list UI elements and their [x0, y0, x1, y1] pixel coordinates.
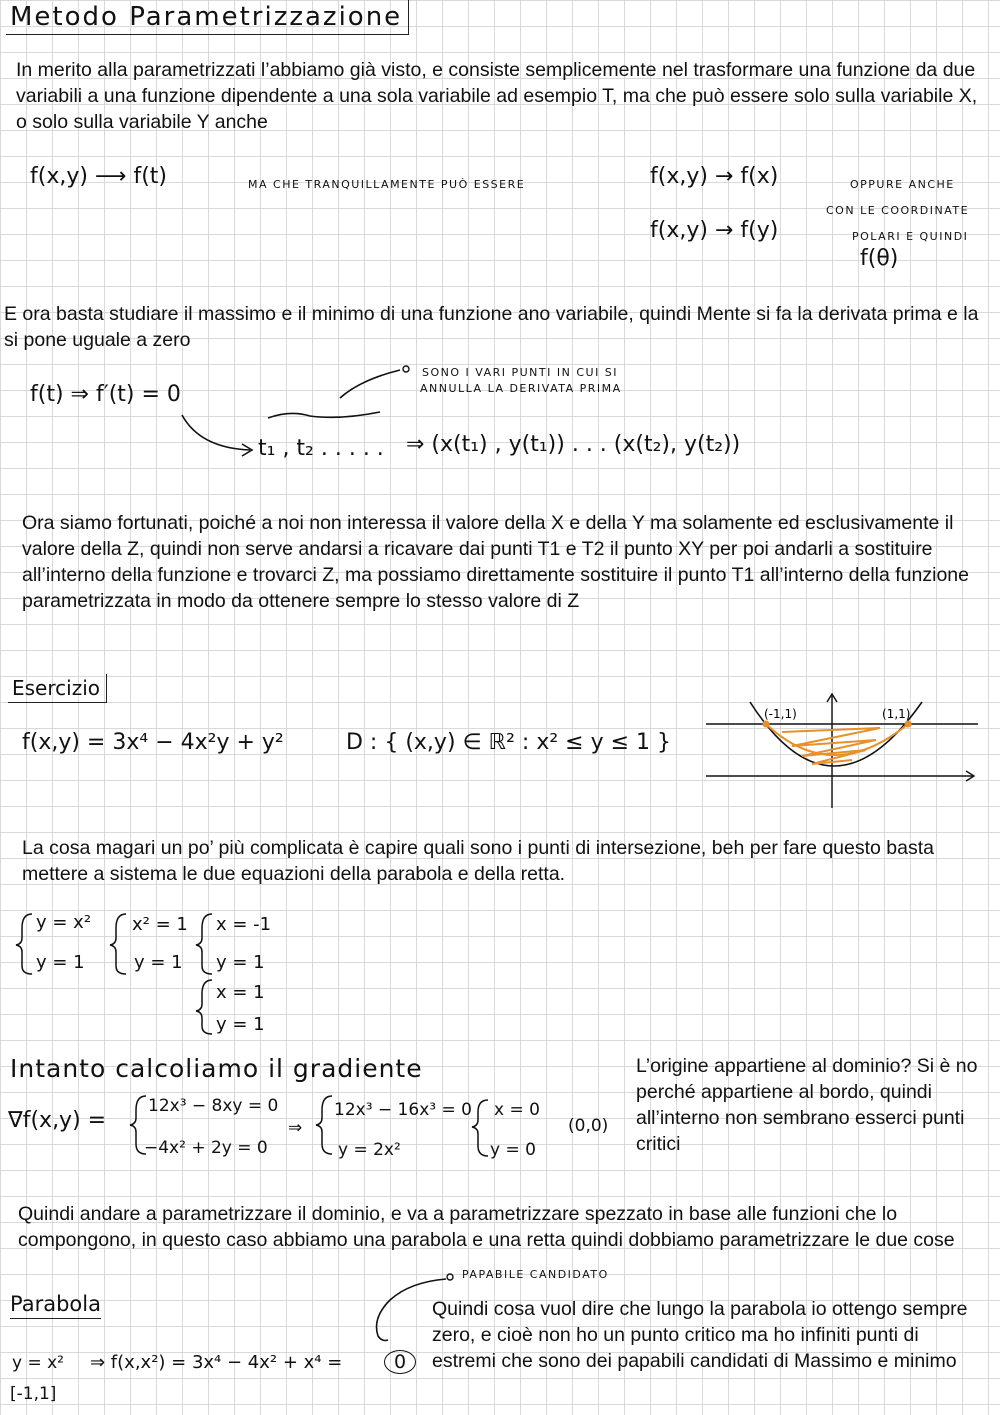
paragraph-parametrize: Quindi andare a parametrizzare il dominio, e va a parametrizzare spezzato in base alle funzioni che lo compongono, in questo caso abbiamo una parabola e una retta quindi dobbiamo parametrizzare le due cose: [18, 1203, 955, 1251]
system-3-eq-b: y = 1: [216, 952, 265, 973]
param-interval: [-1,1]: [10, 1384, 57, 1404]
formula-domain: D : { (x,y) ∈ ℝ² : x² ≤ y ≤ 1 }: [346, 730, 672, 755]
label-right-point: (1,1): [882, 707, 911, 721]
paragraph-fortunate: Ora siamo fortunati, poiché a noi non interessa il valore della X e della Y ma solamente ed esclusivamente il valore della Z, quindi non serve andarsi a ricavare dai punti T1 e T2 il punto XY per poi andarli a sostituire all’interno della funzione e trovarci Z, ma possiamo direttamente sostituire il punto T1 all’interno della funzione parametrizzata in modo da ottenere sempre lo stesso valore di Z: [22, 512, 969, 612]
pointer-dot: [403, 366, 409, 372]
pointer-line: [340, 370, 400, 398]
note-oppure: OPPURE ANCHE: [850, 178, 955, 191]
implies-arrow: ⇒: [288, 1118, 303, 1138]
domain-region-hatching: [782, 728, 880, 764]
heading-gradient: Intanto calcoliamo il gradiente: [10, 1054, 423, 1083]
brace-stroke: [268, 412, 380, 418]
formula-f-to-fy: f(x,y) → f(y): [650, 218, 779, 243]
gradient-system-2-eq-a: 12x³ − 16x³ = 0: [334, 1100, 472, 1120]
formula-derivative: f(t) ⇒ f′(t) = 0: [30, 382, 181, 407]
domain-graph: [700, 690, 980, 810]
formula-function: f(x,y) = 3x⁴ − 4x²y + y²: [22, 730, 284, 755]
note-tranquillamente: MA CHE TRANQUILLAMENTE PUÒ ESSERE: [248, 178, 526, 191]
origin-point: (0,0): [568, 1116, 609, 1136]
curved-arrow-head: [242, 444, 252, 456]
system-2-eq-b: y = 1: [134, 952, 183, 973]
system-1-eq-a: y = x²: [36, 912, 92, 933]
gradient-lhs: ∇f(x,y) =: [8, 1108, 107, 1133]
paragraph-intersection: La cosa magari un po’ più complicata è capire quali sono i punti di intersezione, beh per fare questo basta mettere a sistema le due equazioni della parabola e della retta.: [22, 837, 935, 885]
gradient-system-2-eq-b: y = 2x²: [338, 1140, 401, 1160]
system-3-eq-a: x = -1: [216, 914, 272, 935]
heading-esercizio: Esercizio: [8, 674, 107, 703]
formula-t-points: t₁ , t₂ . . . . .: [258, 436, 384, 461]
note-papabile: PAPABILE CANDIDATO: [462, 1268, 609, 1281]
paragraph-intro: In merito alla parametrizzati l’abbiamo già visto, e consiste semplicemente nel trasformare una funzione da due variabili a una funzione dipendente a una sola variabile ad esempio T, ma che può essere solo sulla variabile X, o solo sulla variabile Y anche: [16, 59, 978, 133]
paragraph-study: E ora basta studiare il massimo e il minimo di una funzione ano variabile, quindi Mente si fa la derivata prima e la si pone uguale a zero: [4, 303, 979, 351]
brace-2: [110, 914, 126, 974]
gradient-system-1-eq-a: 12x³ − 8xy = 0: [148, 1096, 279, 1116]
system-4-eq-a: x = 1: [216, 982, 265, 1003]
brace-3: [196, 914, 212, 974]
note-polari: POLARI E QUINDI: [852, 230, 969, 243]
paragraph-along: Quindi cosa vuol dire che lungo la parabola io ottengo sempre zero, e cioè non ho un punto critico ma ho infiniti punti di estremi che sono dei papabili candidati di Massimo e minimo: [432, 1298, 968, 1372]
papabile-dot: [447, 1274, 453, 1280]
note-sono-2: ANNULLA LA DERIVATA PRIMA: [420, 382, 622, 395]
gradient-system-3-eq-a: x = 0: [494, 1100, 540, 1120]
note-sono-1: SONO I VARI PUNTI IN CUI SI: [422, 366, 619, 379]
param-zero-circled: 0: [384, 1350, 416, 1374]
paragraph-origin: L’origine appartiene al dominio? Si è no perché appartiene al bordo, quindi all’interno non sembrano esserci punti critici: [636, 1055, 978, 1155]
point-left: [763, 721, 770, 728]
system-1-eq-b: y = 1: [36, 952, 85, 973]
param-y-equals-x2: y = x²: [12, 1353, 64, 1373]
system-2-eq-a: x² = 1: [132, 914, 188, 935]
param-equation: ⇒ f(x,x²) = 3x⁴ − 4x² + x⁴ =: [90, 1352, 343, 1373]
formula-points-map: ⇒ (x(t₁) , y(t₁)) . . . (x(t₂), y(t₂)): [406, 432, 741, 457]
gradient-system-3-eq-b: y = 0: [490, 1140, 536, 1160]
note-coordinate: CON LE COORDINATE: [826, 204, 970, 217]
heading-parabola: Parabola: [10, 1292, 101, 1319]
gradient-system-1-eq-b: −4x² + 2y = 0: [144, 1138, 268, 1158]
system-4-eq-b: y = 1: [216, 1014, 265, 1035]
gradient-brace-2: [316, 1096, 332, 1154]
point-right: [905, 721, 912, 728]
domain-region-outline: [766, 724, 908, 755]
formula-f-to-fx: f(x,y) → f(x): [650, 164, 779, 189]
brace-1: [16, 914, 32, 974]
label-left-point: (-1,1): [764, 707, 797, 721]
gradient-brace-3: [472, 1100, 488, 1156]
curved-arrow-stroke: [182, 415, 250, 450]
formula-f-theta: f(θ): [860, 246, 899, 271]
formula-f-xy-to-ft: f(x,y) ⟶ f(t): [30, 164, 168, 189]
page-title: Metodo Parametrizzazione: [6, 0, 409, 35]
brace-4: [196, 980, 212, 1034]
